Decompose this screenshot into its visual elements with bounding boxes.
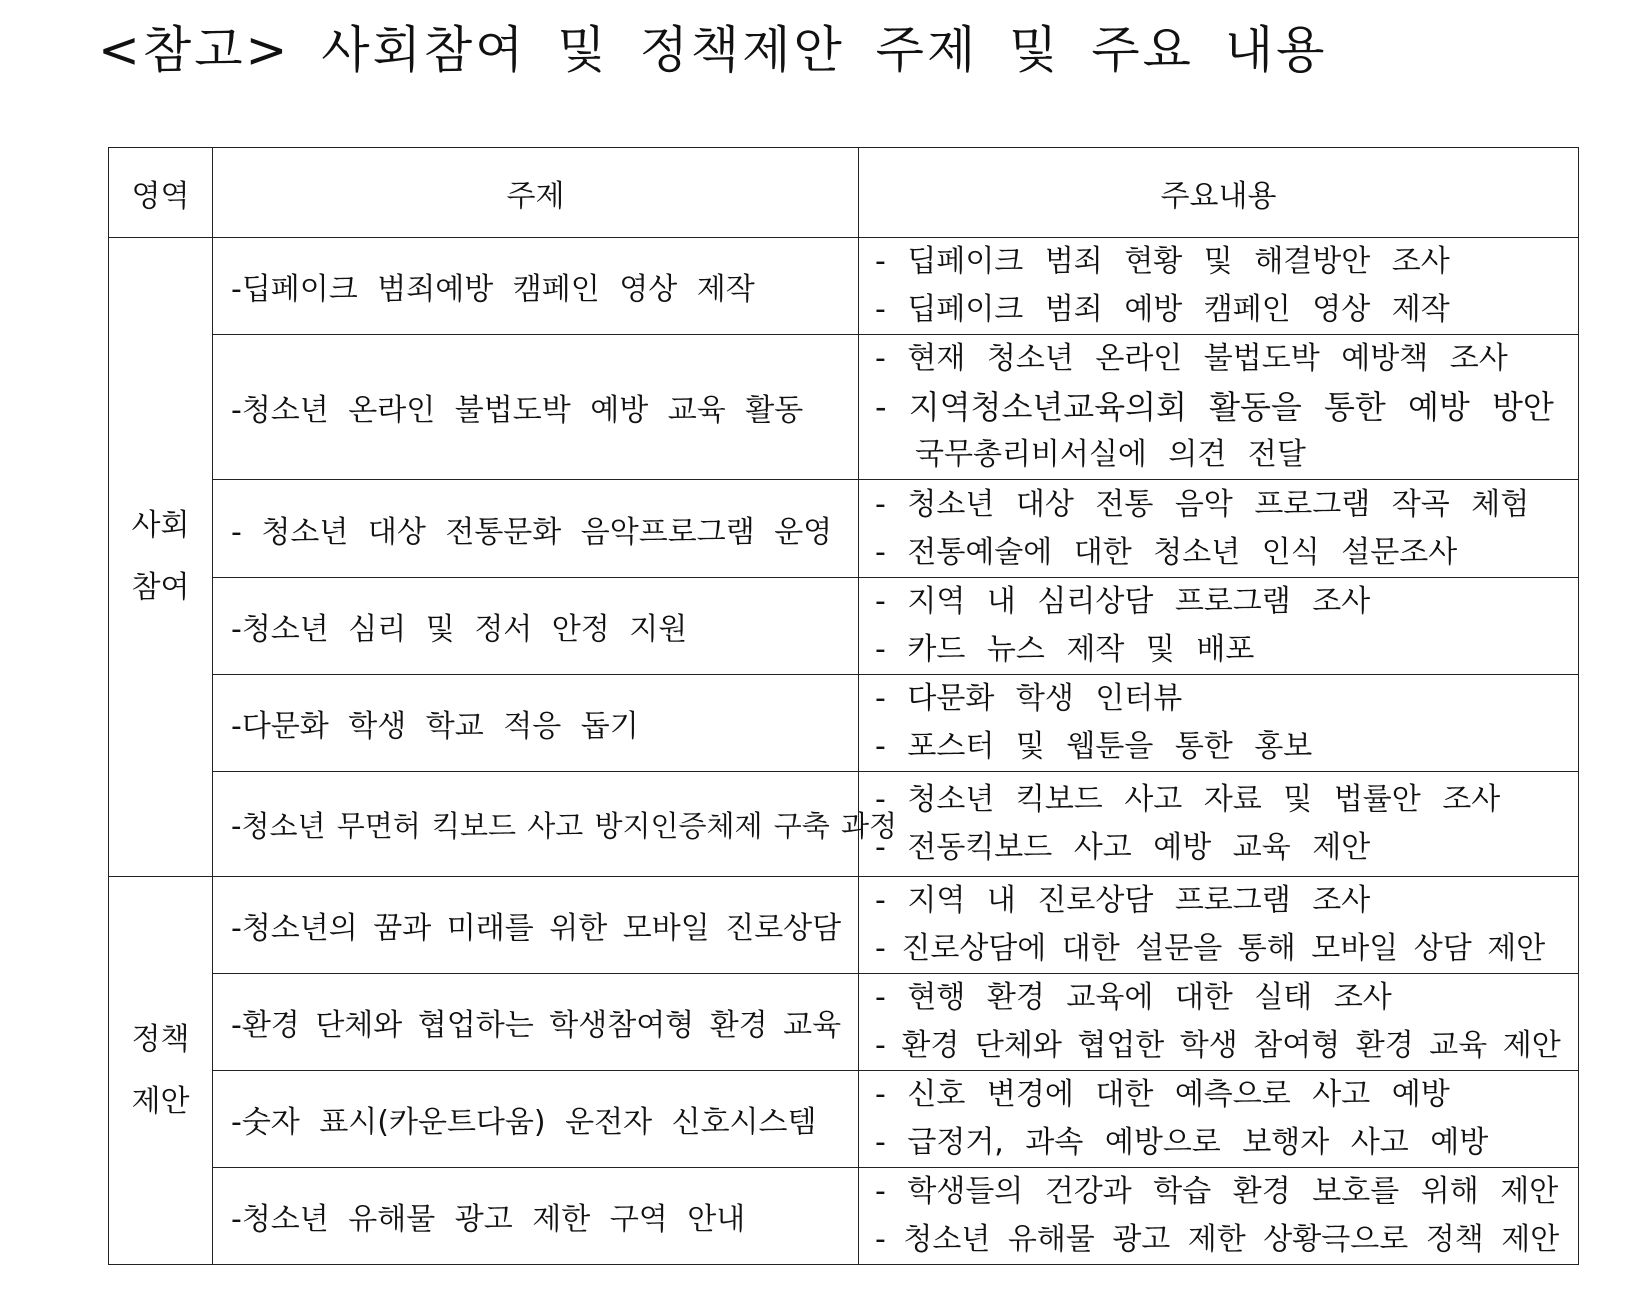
content-line: - 현재 청소년 온라인 불법도박 예방책 조사: [875, 341, 1508, 376]
page-title: <참고> 사회참여 및 정책제안 주제 및 주요 내용: [98, 21, 1328, 79]
area-label-line: 참여: [131, 570, 190, 605]
content-cell: [859, 974, 1579, 1071]
content-line: - 카드 뉴스 제작 및 배포: [875, 632, 1255, 667]
content-line: - 다문화 학생 인터뷰: [875, 681, 1183, 716]
area-label-line: 제안: [131, 1083, 190, 1119]
content-line: - 현행 환경 교육에 대한 실태 조사: [875, 980, 1392, 1015]
topic-cell: - 청소년 대상 전통문화 음악프로그램 운영: [213, 480, 859, 578]
content-line: - 청소년 유해물 광고 제한 상황극으로 정책 제안: [875, 1222, 1560, 1257]
content-line: - 딥페이크 범죄 현황 및 해결방안 조사: [875, 244, 1450, 279]
header-topic: 주제: [213, 148, 859, 238]
content-cell: [859, 480, 1579, 578]
area-policy-proposal: [109, 877, 213, 1265]
table-row: [109, 974, 1579, 1071]
content-line: - 전통예술에 대한 청소년 인식 설문조사: [875, 534, 1458, 570]
content-cell: [859, 238, 1579, 335]
table-row: [109, 335, 1579, 480]
table-row: [109, 1168, 1579, 1265]
table-row: [109, 238, 1579, 335]
area-label-line: 사회: [131, 508, 190, 543]
content-line: - 청소년 대상 전통 음악 프로그램 작곡 체험: [875, 486, 1530, 522]
content-cell: [859, 877, 1579, 974]
table-row: [109, 772, 1579, 877]
table-row: [109, 578, 1579, 675]
topic-cell: -청소년 유해물 광고 제한 구역 안내: [213, 1168, 859, 1265]
topic-cell: -다문화 학생 학교 적응 돕기: [213, 675, 859, 772]
topic-cell: -환경 단체와 협업하는 학생참여형 환경 교육: [213, 974, 859, 1071]
content-line: - 청소년 킥보드 사고 자료 및 법률안 조사: [875, 782, 1501, 817]
content-line: - 급정거, 과속 예방으로 보행자 사고 예방: [875, 1125, 1489, 1160]
table-row: [109, 877, 1579, 974]
content-line: - 진로상담에 대한 설문을 통해 모바일 상담 제안: [875, 931, 1546, 966]
topics-table: [108, 147, 1579, 1265]
content-cell: [859, 335, 1579, 480]
table-row: [109, 480, 1579, 578]
header-content: 주요내용: [859, 148, 1579, 238]
content-line: 국무총리비서실에 의견 전달: [915, 437, 1306, 472]
topic-cell: -숫자 표시(카운트다움) 운전자 신호시스템: [213, 1071, 859, 1168]
table-row: [109, 675, 1579, 772]
content-cell: [859, 1071, 1579, 1168]
content-line: - 지역 내 심리상담 프로그램 조사: [875, 584, 1371, 619]
area-social-participation: [109, 238, 213, 877]
topic-cell: -청소년 온라인 불법도박 예방 교육 활동: [213, 335, 859, 480]
content-cell: [859, 772, 1579, 877]
table-row: [109, 1071, 1579, 1168]
area-label-line: 정책: [131, 1021, 190, 1057]
content-cell: [859, 1168, 1579, 1265]
content-cell: [859, 675, 1579, 772]
topic-cell: -딥페이크 범죄예방 캠페인 영상 제작: [213, 238, 859, 335]
content-line: - 지역청소년교육의회 활동을 통한 예방 방안: [875, 388, 1554, 426]
topic-cell: -청소년의 꿈과 미래를 위한 모바일 진로상담: [213, 877, 859, 974]
content-line: - 환경 단체와 협업한 학생 참여형 환경 교육 제안: [875, 1028, 1561, 1063]
content-line: - 전동킥보드 사고 예방 교육 제안: [875, 830, 1371, 865]
table-header-row: [109, 148, 1579, 238]
header-area: 영역: [109, 148, 213, 238]
content-line: - 학생들의 건강과 학습 환경 보호를 위해 제안: [875, 1174, 1559, 1209]
content-cell: [859, 578, 1579, 675]
content-line: - 신호 변경에 대한 예측으로 사고 예방: [875, 1077, 1450, 1112]
content-line: - 지역 내 진로상담 프로그램 조사: [875, 883, 1371, 918]
content-line: - 포스터 및 웹툰을 통한 홍보: [875, 729, 1313, 764]
topic-cell: -청소년 무면허 킥보드 사고 방지인증체제 구축 과정: [213, 772, 859, 877]
topic-cell: -청소년 심리 및 정서 안정 지원: [213, 578, 859, 675]
content-line: - 딥페이크 범죄 예방 캠페인 영상 제작: [875, 292, 1450, 327]
